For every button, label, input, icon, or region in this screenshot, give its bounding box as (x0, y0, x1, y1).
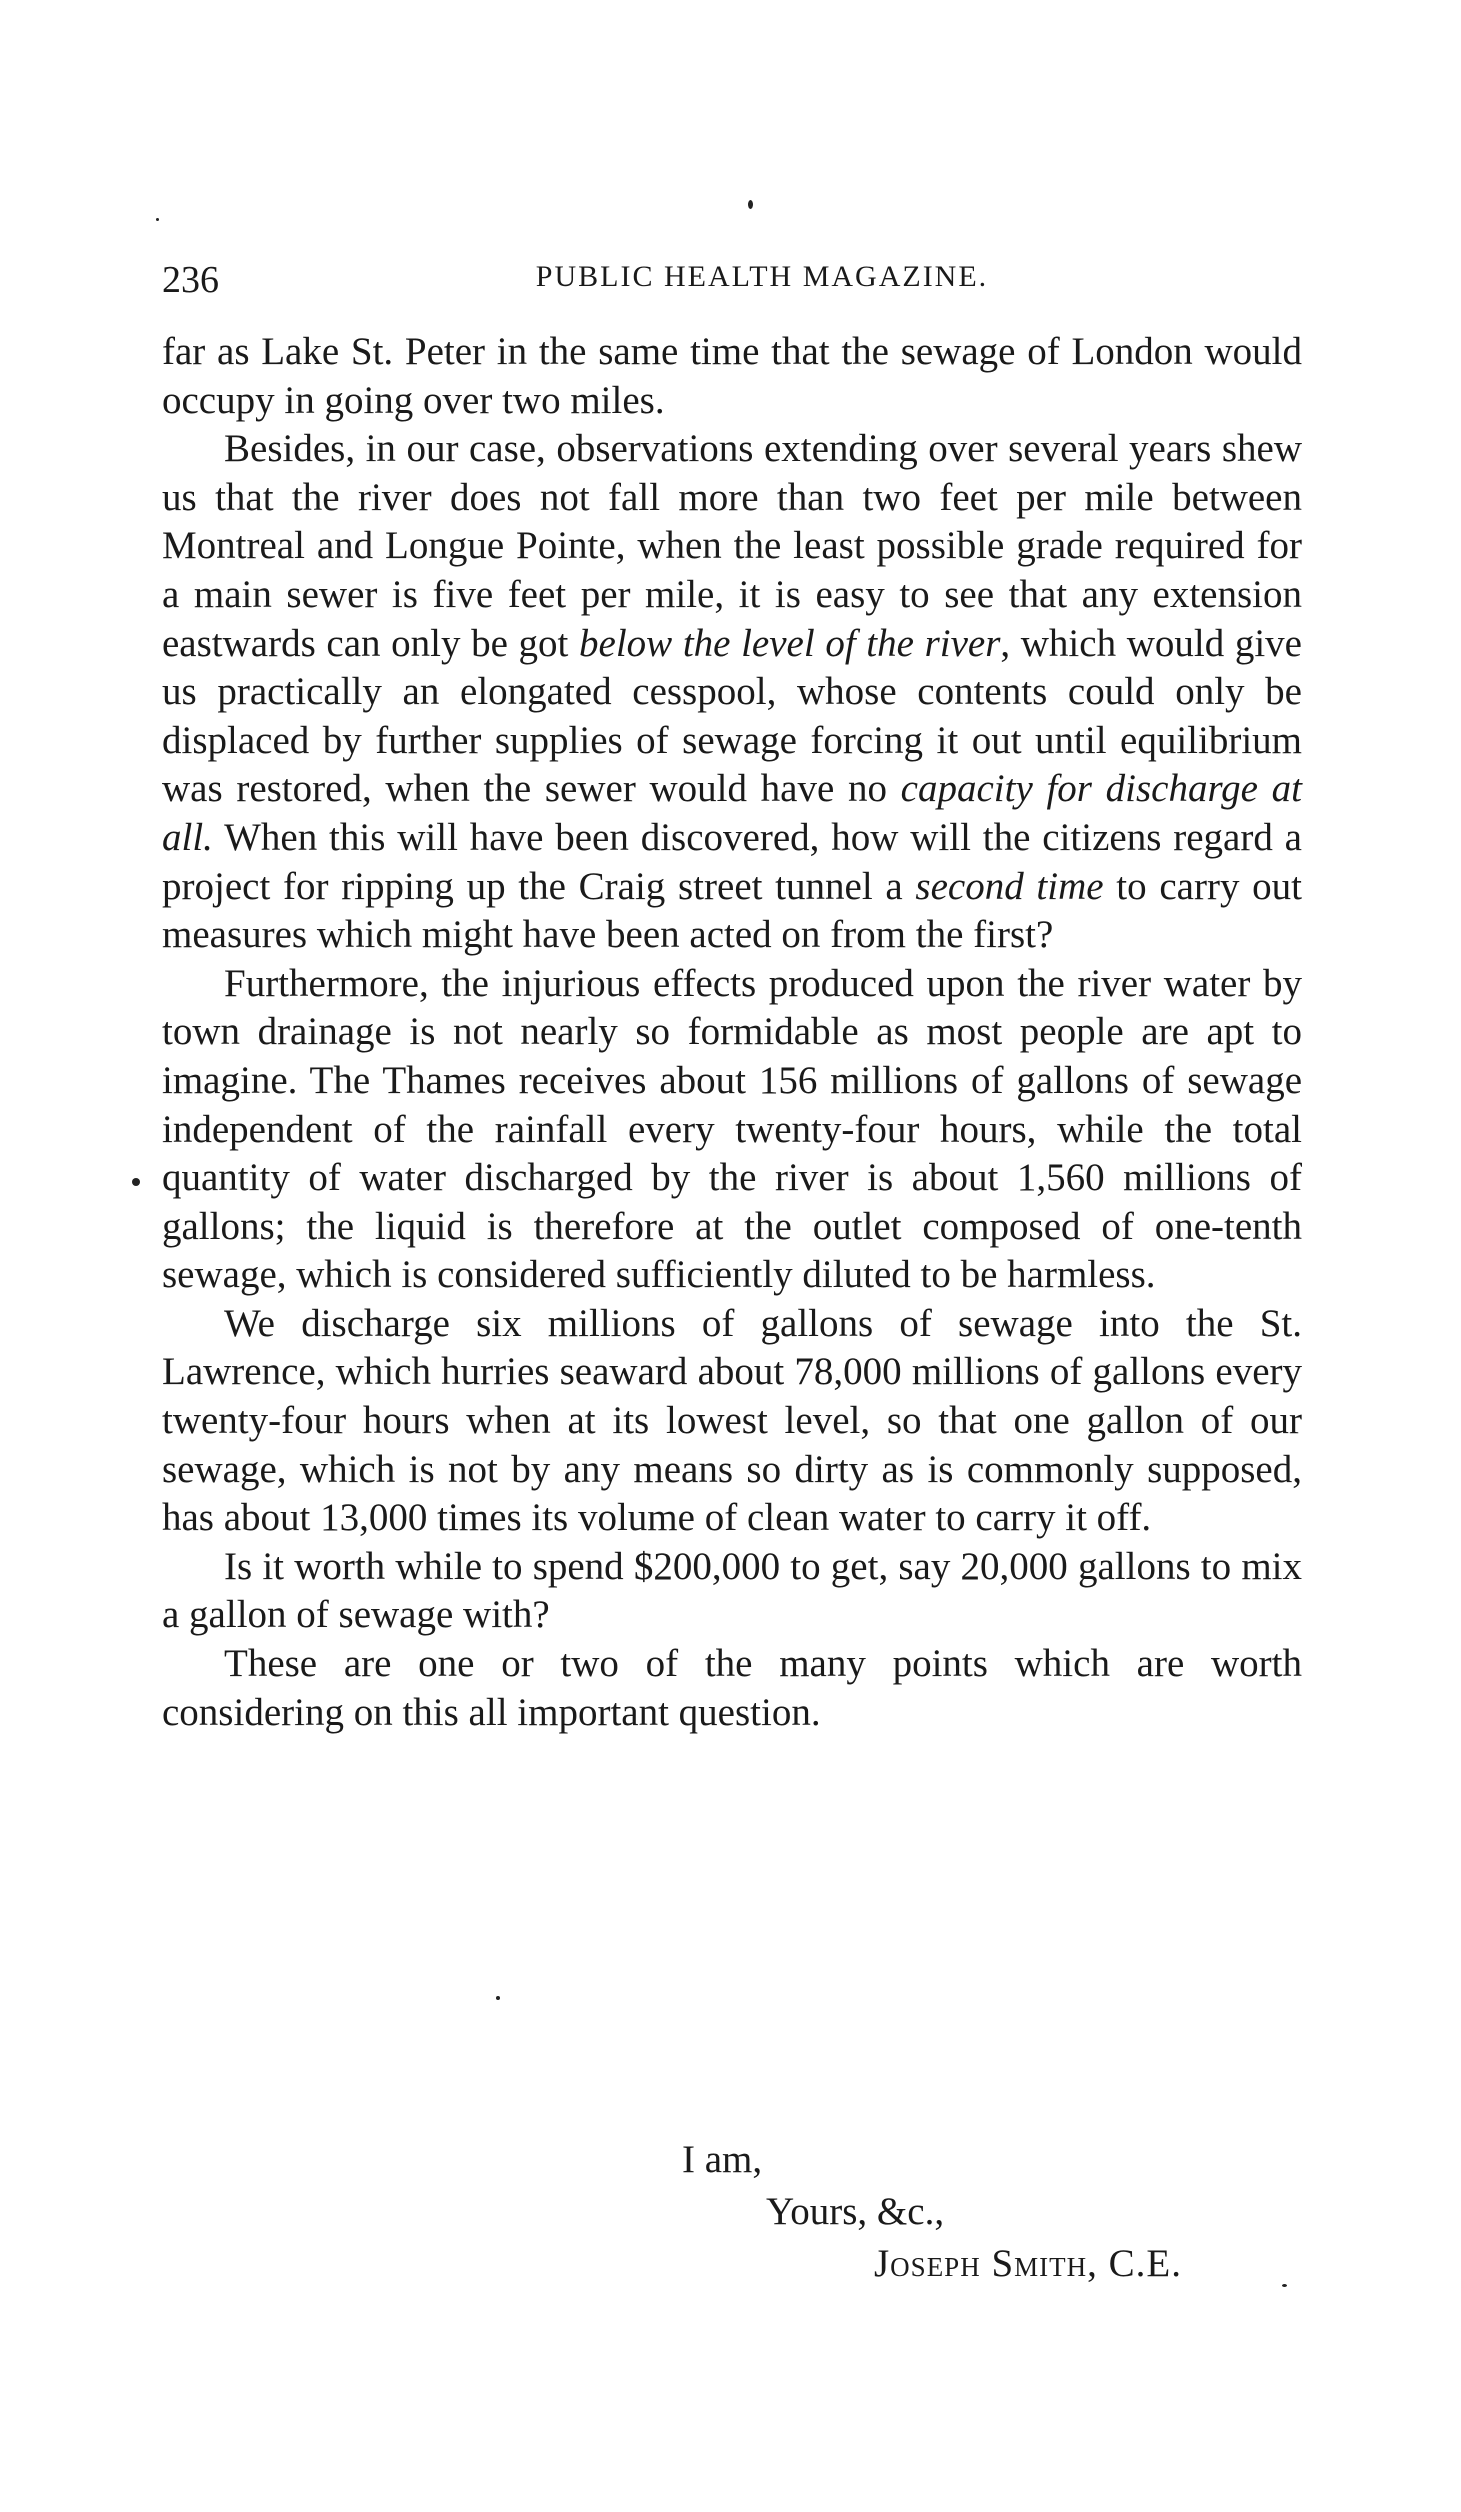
text-run: These are one or two of the many points which are worth considering on this all important question. (162, 1642, 1302, 1734)
page-header (162, 258, 1302, 302)
paragraph (162, 1300, 1302, 1543)
margin-mark (132, 1178, 140, 1186)
text-run: When this will have been discovered, how will the citizens regard a project for ripping up the Craig street tunnel a (162, 815, 1302, 908)
text-run: far as Lake St. Peter in the same time that the sewage of London would occupy in going over two miles. (162, 330, 1302, 422)
print-speck (748, 200, 753, 209)
paragraph (162, 960, 1302, 1300)
italic-text-run: second time (915, 864, 1104, 908)
closing-valediction: Yours, &c., (766, 2190, 945, 2233)
italic-text-run: below the level of the river (579, 621, 1001, 665)
closing-salutation: I am, (682, 2138, 763, 2181)
page-number: 236 (162, 259, 219, 301)
paragraph (162, 1640, 1302, 1737)
print-speck (496, 1996, 500, 2000)
text-run: We discharge six millions of gallons of sewage into the St. Lawrence, which hurries seaward about 78,000 millions of gallons every twenty-four hours when at its lowest level, so that one gallon of our sewage, which is not by any means so dirty as is commonly supposed, has about 13,000 times its volume of clean water to carry it off. (162, 1301, 1302, 1540)
text-run: Is it worth while to spend $200,000 to get, say 20,000 gallons to mix a gallon of sewage with? (162, 1544, 1302, 1637)
text-run: , which would give us practically an elongated cesspool, whose contents could only be displaced by further supplies of sewage forcing it out until equilibrium was restored, when the sewer would have no (162, 621, 1302, 811)
letter-closing (162, 2134, 1302, 2290)
paragraph (162, 328, 1302, 425)
print-speck (1282, 2284, 1287, 2287)
signature-name: Joseph Smith, (874, 2242, 1098, 2285)
running-head: PUBLIC HEALTH MAGAZINE. (535, 260, 989, 293)
signature-credentials: C.E. (1108, 2242, 1182, 2285)
text-run: Besides, in our case, observations extending over several years shew us that the river does not fall more than two feet per mile between Montreal and Longue Pointe, when the least possible grade required for a main sewer is five feet per mile, it is easy to see that any extension eastwards can only be got (162, 427, 1302, 665)
text-run: to carry out measures which might have been acted on from the first? (162, 864, 1303, 957)
signature (162, 2238, 1302, 2290)
print-speck (156, 218, 159, 221)
paragraph (162, 1543, 1302, 1640)
italic-text-run: capacity for discharge at all. (162, 767, 1303, 859)
paragraph (162, 425, 1302, 960)
body-text (162, 328, 1302, 1737)
text-run: Furthermore, the injurious effects produced upon the river water by town drainage is not nearly so formidable as most people are apt to imagine. The Thames receives about 156 millions of gallons of sewage independent of the rainfall every twenty-four hours, while the total quantity of water discharged by the river is about 1,560 millions of gallons; the liquid is therefore at the outlet composed of one-tenth sewage, which is considered sufficiently diluted to be harmless. (162, 961, 1302, 1297)
